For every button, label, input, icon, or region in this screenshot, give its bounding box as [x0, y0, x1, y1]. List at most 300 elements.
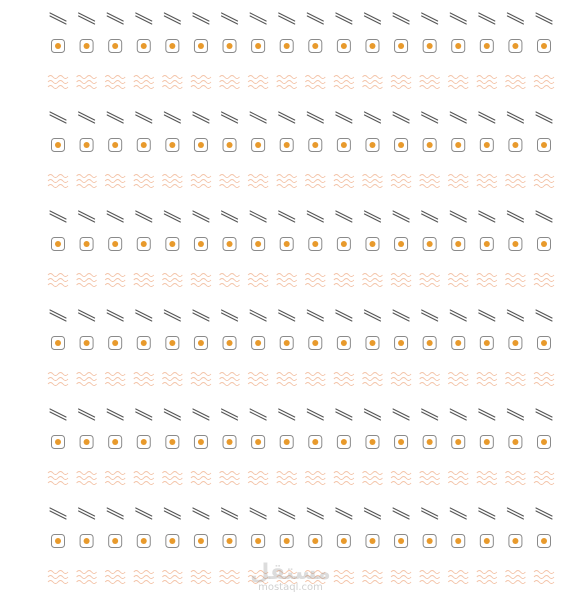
chopsticks-icon — [222, 409, 238, 420]
sushi-roll-icon — [395, 535, 408, 548]
sushi-roll-icon — [423, 337, 436, 350]
chopsticks-icon — [307, 112, 323, 123]
watermark-domain-text: mostaql.com — [258, 582, 323, 593]
sushi-roll-icon — [337, 40, 350, 53]
wave-icon — [134, 175, 154, 188]
wave-icon — [534, 175, 554, 188]
chopsticks-icon — [336, 112, 352, 123]
wave-icon — [277, 76, 297, 89]
sushi-roll-icon — [366, 139, 379, 152]
chopsticks-icon — [422, 409, 438, 420]
chopsticks-icon — [422, 112, 438, 123]
sushi-roll-icon — [309, 436, 322, 449]
chopsticks-icon — [536, 409, 552, 420]
sushi-roll-icon — [423, 139, 436, 152]
sushi-roll-icon — [52, 436, 65, 449]
sushi-roll-icon — [480, 238, 493, 251]
wave-icon — [391, 274, 411, 287]
sushi-roll-icon — [137, 436, 150, 449]
sushi-roll-icon — [223, 337, 236, 350]
sushi-roll-icon — [452, 40, 465, 53]
sushi-roll-icon — [252, 535, 265, 548]
sushi-roll-icon — [109, 535, 122, 548]
wave-icon — [477, 472, 497, 485]
wave-icon — [77, 175, 97, 188]
wave-icon — [134, 472, 154, 485]
wave-icon — [162, 76, 182, 89]
chopsticks-icon — [364, 310, 380, 321]
sushi-roll-icon — [223, 238, 236, 251]
chopsticks-icon — [307, 310, 323, 321]
wave-icon — [48, 175, 68, 188]
wave-icon — [334, 274, 354, 287]
chopsticks-icon — [393, 508, 409, 519]
wave-icon — [134, 571, 154, 584]
wave-icon — [220, 175, 240, 188]
chopsticks-icon — [307, 211, 323, 222]
wave-icon — [505, 472, 525, 485]
chopsticks-icon — [164, 112, 180, 123]
wave-icon — [505, 76, 525, 89]
chopsticks-icon — [422, 211, 438, 222]
sushi-roll-icon — [80, 40, 93, 53]
wave-icon — [362, 373, 382, 386]
chopsticks-icon — [79, 13, 95, 24]
chopsticks-icon — [107, 211, 123, 222]
wave-icon — [48, 373, 68, 386]
wave-icon — [334, 373, 354, 386]
wave-icon — [220, 571, 240, 584]
chopsticks-icon — [450, 409, 466, 420]
wave-icon — [334, 175, 354, 188]
wave-icon — [334, 76, 354, 89]
sushi-roll-icon — [194, 238, 207, 251]
wave-icon — [391, 76, 411, 89]
sushi-roll-icon — [80, 436, 93, 449]
sushi-roll-icon — [423, 535, 436, 548]
sushi-roll-icon — [395, 238, 408, 251]
wave-icon — [477, 175, 497, 188]
wave-icon — [105, 472, 125, 485]
chopsticks-icon — [79, 409, 95, 420]
sushi-roll-icon — [194, 40, 207, 53]
chopsticks-icon — [393, 310, 409, 321]
chopsticks-icon — [222, 310, 238, 321]
wave-icon — [248, 175, 268, 188]
wave-icon — [48, 76, 68, 89]
wave-icon — [477, 76, 497, 89]
sushi-roll-icon — [194, 535, 207, 548]
wave-icon — [362, 472, 382, 485]
chopsticks-icon — [279, 211, 295, 222]
chopsticks-icon — [507, 112, 523, 123]
wave-icon — [448, 571, 468, 584]
chopsticks-icon — [364, 13, 380, 24]
wave-icon — [248, 76, 268, 89]
wave-icon — [362, 571, 382, 584]
wave-icon — [448, 472, 468, 485]
chopsticks-icon — [193, 310, 209, 321]
wave-icon — [505, 175, 525, 188]
wave-icon — [105, 571, 125, 584]
chopsticks-icon — [107, 508, 123, 519]
sushi-roll-icon — [223, 436, 236, 449]
wave-icon — [362, 76, 382, 89]
sushi-roll-icon — [280, 436, 293, 449]
chopsticks-icon — [279, 310, 295, 321]
chopsticks-icon — [279, 112, 295, 123]
sushi-roll-icon — [137, 238, 150, 251]
chopsticks-icon — [279, 13, 295, 24]
wave-icon — [391, 373, 411, 386]
sushi-roll-icon — [509, 436, 522, 449]
sushi-roll-icon — [452, 535, 465, 548]
wave-icon — [305, 175, 325, 188]
chopsticks-icon — [507, 409, 523, 420]
sushi-roll-icon — [509, 535, 522, 548]
sushi-roll-icon — [223, 535, 236, 548]
sushi-roll-icon — [280, 139, 293, 152]
sushi-roll-icon — [166, 139, 179, 152]
wave-icon — [191, 373, 211, 386]
chopsticks-icon — [193, 508, 209, 519]
chopsticks-icon — [107, 409, 123, 420]
sushi-roll-icon — [452, 436, 465, 449]
sushi-roll-icon — [452, 238, 465, 251]
sushi-roll-icon — [109, 337, 122, 350]
chopsticks-icon — [107, 112, 123, 123]
wave-icon — [248, 571, 268, 584]
wave-icon — [505, 373, 525, 386]
chopsticks-icon — [79, 211, 95, 222]
chopsticks-icon — [393, 112, 409, 123]
chopsticks-icon — [507, 310, 523, 321]
chopsticks-icon — [479, 211, 495, 222]
wave-icon — [334, 472, 354, 485]
chopsticks-icon — [222, 508, 238, 519]
wave-icon — [277, 571, 297, 584]
sushi-roll-icon — [366, 238, 379, 251]
wave-icon — [162, 373, 182, 386]
wave-icon — [77, 571, 97, 584]
sushi-roll-icon — [223, 40, 236, 53]
wave-icon — [420, 373, 440, 386]
chopsticks-icon — [364, 211, 380, 222]
sushi-roll-icon — [166, 238, 179, 251]
wave-icon — [220, 472, 240, 485]
chopsticks-icon — [364, 508, 380, 519]
sushi-roll-icon — [109, 40, 122, 53]
chopsticks-icon — [536, 13, 552, 24]
sushi-roll-icon — [194, 436, 207, 449]
sushi-roll-icon — [423, 238, 436, 251]
wave-icon — [162, 472, 182, 485]
chopsticks-icon — [50, 310, 66, 321]
wave-icon — [448, 175, 468, 188]
sushi-roll-icon — [137, 40, 150, 53]
chopsticks-icon — [193, 409, 209, 420]
sushi-roll-icon — [366, 436, 379, 449]
sushi-roll-icon — [223, 139, 236, 152]
sushi-roll-icon — [137, 337, 150, 350]
wave-icon — [191, 571, 211, 584]
wave-icon — [77, 76, 97, 89]
wave-icon — [362, 175, 382, 188]
chopsticks-icon — [250, 112, 266, 123]
wave-icon — [505, 274, 525, 287]
wave-icon — [391, 472, 411, 485]
chopsticks-icon — [222, 13, 238, 24]
chopsticks-icon — [193, 211, 209, 222]
chopsticks-icon — [250, 13, 266, 24]
chopsticks-icon — [50, 112, 66, 123]
wave-icon — [448, 274, 468, 287]
chopsticks-icon — [450, 13, 466, 24]
sushi-roll-icon — [252, 238, 265, 251]
sushi-roll-icon — [52, 139, 65, 152]
wave-icon — [191, 76, 211, 89]
sushi-roll-icon — [337, 238, 350, 251]
sushi-roll-icon — [480, 535, 493, 548]
chopsticks-icon — [507, 211, 523, 222]
sushi-roll-icon — [395, 337, 408, 350]
wave-icon — [477, 373, 497, 386]
sushi-roll-icon — [109, 436, 122, 449]
chopsticks-icon — [164, 211, 180, 222]
sushi-roll-icon — [480, 337, 493, 350]
chopsticks-icon — [164, 310, 180, 321]
wave-icon — [391, 571, 411, 584]
sushi-roll-icon — [509, 139, 522, 152]
sushi-roll-icon — [52, 238, 65, 251]
wave-icon — [191, 274, 211, 287]
chopsticks-icon — [479, 409, 495, 420]
wave-icon — [191, 175, 211, 188]
chopsticks-icon — [279, 508, 295, 519]
chopsticks-icon — [193, 13, 209, 24]
wave-icon — [277, 175, 297, 188]
wave-icon — [534, 373, 554, 386]
sushi-roll-icon — [80, 337, 93, 350]
chopsticks-icon — [79, 112, 95, 123]
sushi-roll-icon — [194, 139, 207, 152]
wave-icon — [305, 373, 325, 386]
wave-icon — [305, 571, 325, 584]
wave-icon — [534, 274, 554, 287]
sushi-roll-icon — [395, 139, 408, 152]
sushi-roll-icon — [52, 40, 65, 53]
chopsticks-icon — [450, 211, 466, 222]
chopsticks-icon — [164, 409, 180, 420]
wave-icon — [134, 373, 154, 386]
chopsticks-icon — [536, 508, 552, 519]
wave-icon — [534, 472, 554, 485]
wave-icon — [248, 373, 268, 386]
sushi-roll-icon — [252, 139, 265, 152]
sushi-roll-icon — [538, 40, 551, 53]
chopsticks-icon — [250, 310, 266, 321]
chopsticks-icon — [250, 508, 266, 519]
chopsticks-icon — [393, 409, 409, 420]
chopsticks-icon — [507, 508, 523, 519]
wave-icon — [277, 472, 297, 485]
sushi-roll-icon — [337, 436, 350, 449]
sushi-roll-icon — [538, 139, 551, 152]
wave-icon — [48, 472, 68, 485]
sushi-roll-icon — [337, 139, 350, 152]
wave-icon — [305, 76, 325, 89]
wave-icon — [162, 571, 182, 584]
sushi-roll-icon — [80, 238, 93, 251]
sushi-roll-icon — [509, 40, 522, 53]
sushi-roll-icon — [538, 436, 551, 449]
wave-icon — [362, 274, 382, 287]
chopsticks-icon — [136, 211, 152, 222]
chopsticks-icon — [79, 310, 95, 321]
wave-icon — [420, 571, 440, 584]
sushi-roll-icon — [423, 40, 436, 53]
sushi-roll-icon — [480, 436, 493, 449]
wave-icon — [191, 472, 211, 485]
sushi-roll-icon — [538, 238, 551, 251]
chopsticks-icon — [222, 211, 238, 222]
chopsticks-icon — [450, 508, 466, 519]
chopsticks-icon — [136, 409, 152, 420]
sushi-roll-icon — [252, 436, 265, 449]
chopsticks-icon — [336, 13, 352, 24]
chopsticks-icon — [50, 13, 66, 24]
wave-icon — [162, 274, 182, 287]
watermark-logo-text: مستقل — [250, 560, 331, 585]
sushi-roll-icon — [252, 337, 265, 350]
chopsticks-icon — [507, 13, 523, 24]
wave-icon — [105, 76, 125, 89]
sushi-roll-icon — [280, 238, 293, 251]
chopsticks-icon — [250, 211, 266, 222]
sushi-roll-icon — [337, 337, 350, 350]
chopsticks-icon — [336, 310, 352, 321]
wave-icon — [48, 571, 68, 584]
sushi-roll-icon — [337, 535, 350, 548]
chopsticks-icon — [536, 112, 552, 123]
wave-icon — [420, 76, 440, 89]
wave-icon — [77, 274, 97, 287]
chopsticks-icon — [136, 508, 152, 519]
chopsticks-icon — [50, 211, 66, 222]
chopsticks-icon — [50, 508, 66, 519]
chopsticks-icon — [422, 13, 438, 24]
wave-icon — [220, 373, 240, 386]
chopsticks-icon — [136, 13, 152, 24]
sushi-roll-icon — [538, 337, 551, 350]
wave-icon — [477, 571, 497, 584]
sushi-roll-icon — [166, 337, 179, 350]
chopsticks-icon — [222, 112, 238, 123]
sushi-roll-icon — [309, 238, 322, 251]
chopsticks-icon — [193, 112, 209, 123]
sushi-roll-icon — [480, 139, 493, 152]
wave-icon — [505, 571, 525, 584]
chopsticks-icon — [136, 310, 152, 321]
chopsticks-icon — [50, 409, 66, 420]
chopsticks-icon — [307, 409, 323, 420]
wave-icon — [134, 274, 154, 287]
sushi-roll-icon — [166, 436, 179, 449]
sushi-roll-icon — [395, 40, 408, 53]
sushi-roll-icon — [280, 40, 293, 53]
sushi-roll-icon — [137, 139, 150, 152]
sushi-roll-icon — [423, 436, 436, 449]
sushi-roll-icon — [166, 535, 179, 548]
chopsticks-icon — [336, 409, 352, 420]
wave-icon — [477, 274, 497, 287]
chopsticks-icon — [250, 409, 266, 420]
sushi-roll-icon — [109, 139, 122, 152]
sushi-roll-icon — [109, 238, 122, 251]
chopsticks-icon — [107, 13, 123, 24]
chopsticks-icon — [307, 13, 323, 24]
chopsticks-icon — [336, 211, 352, 222]
sushi-roll-icon — [366, 337, 379, 350]
chopsticks-icon — [479, 13, 495, 24]
sushi-roll-icon — [366, 40, 379, 53]
wave-icon — [420, 175, 440, 188]
sushi-roll-icon — [137, 535, 150, 548]
wave-icon — [248, 472, 268, 485]
wave-icon — [220, 274, 240, 287]
chopsticks-icon — [164, 508, 180, 519]
wave-icon — [391, 175, 411, 188]
chopsticks-icon — [79, 508, 95, 519]
sushi-roll-icon — [538, 535, 551, 548]
chopsticks-icon — [479, 310, 495, 321]
sushi-roll-icon — [309, 535, 322, 548]
wave-icon — [448, 76, 468, 89]
wave-icon — [277, 373, 297, 386]
sushi-roll-icon — [480, 40, 493, 53]
sushi-roll-icon — [395, 436, 408, 449]
chopsticks-icon — [450, 112, 466, 123]
sushi-roll-icon — [280, 337, 293, 350]
wave-icon — [77, 373, 97, 386]
sushi-roll-icon — [52, 535, 65, 548]
sushi-roll-icon — [366, 535, 379, 548]
wave-icon — [305, 274, 325, 287]
wave-icon — [220, 76, 240, 89]
wave-icon — [277, 274, 297, 287]
sushi-roll-icon — [194, 337, 207, 350]
wave-icon — [334, 571, 354, 584]
sushi-roll-icon — [452, 139, 465, 152]
chopsticks-icon — [479, 112, 495, 123]
wave-icon — [162, 175, 182, 188]
sushi-roll-icon — [309, 337, 322, 350]
sushi-roll-icon — [80, 139, 93, 152]
chopsticks-icon — [536, 211, 552, 222]
sushi-roll-icon — [309, 40, 322, 53]
chopsticks-icon — [336, 508, 352, 519]
chopsticks-icon — [164, 13, 180, 24]
sushi-roll-icon — [166, 40, 179, 53]
sushi-roll-icon — [80, 535, 93, 548]
chopsticks-icon — [364, 409, 380, 420]
wave-icon — [105, 175, 125, 188]
wave-icon — [105, 373, 125, 386]
chopsticks-icon — [422, 310, 438, 321]
wave-icon — [420, 472, 440, 485]
wave-icon — [134, 76, 154, 89]
chopsticks-icon — [107, 310, 123, 321]
